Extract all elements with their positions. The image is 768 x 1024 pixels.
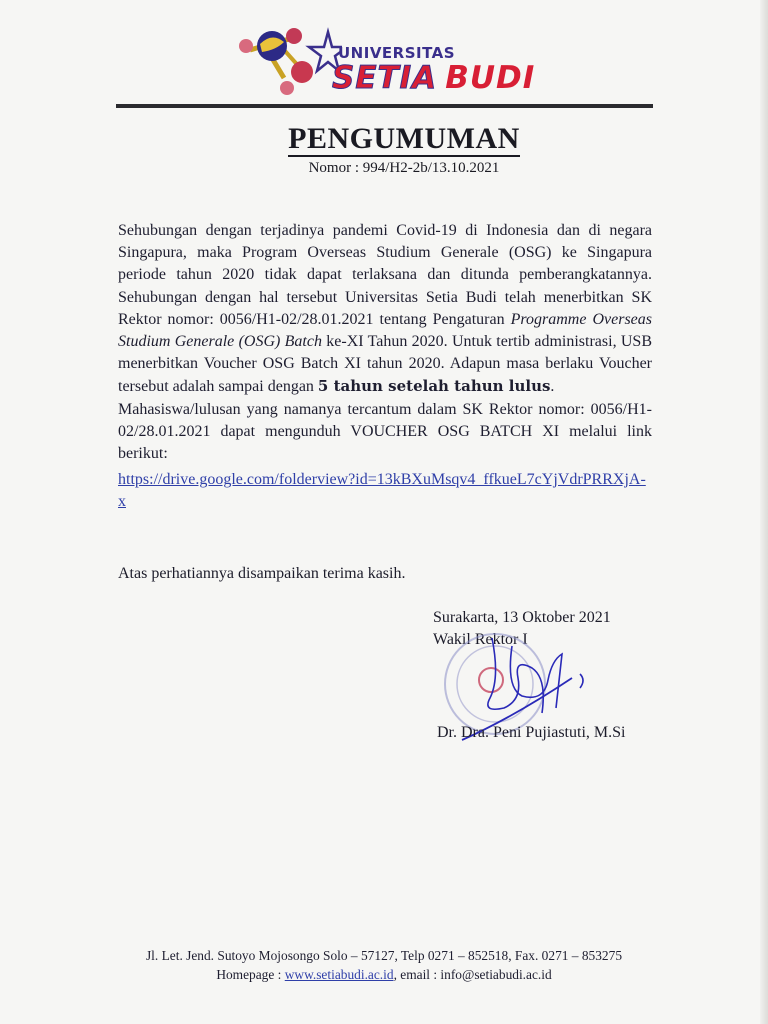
header-divider — [116, 104, 653, 108]
voucher-download-link[interactable]: https://drive.google.com/folderview?id=13kBXuMsqv4_ffkueL7cYjVdrPRRXjA-x — [118, 471, 646, 511]
paragraph-1-part-a: Sehubungan dengan terjadinya pandemi Covid-19 di Indonesia dan di negara Singapura, maka Program Overseas Studium Generale (OSG) ke Singapura periode tahun 2020 tidak dapat terlaksana dan ditunda pemberangkatannya. Sehubungan dengan hal tersebut Universitas Setia Budi telah menerbitkan SK Rektor nomor: 0056/H1-02/28.01.2021 tentang Pengaturan — [118, 222, 652, 328]
logo-text-setia-budi — [332, 60, 535, 96]
signer-name: Dr. Dra. Peni Pujiastuti, M.Si — [437, 724, 626, 741]
document-title-text: PENGUMUMAN — [288, 122, 520, 155]
homepage-label: Homepage : — [216, 967, 285, 982]
paragraph-1 — [118, 220, 652, 399]
university-logo — [232, 20, 562, 104]
footer-address: Jl. Let. Jend. Sutoyo Mojosongo Solo – 57127, Telp 0271 – 852518, Fax. 0271 – 853275 — [145, 948, 623, 963]
logo-text-universitas: UNIVERSITAS — [338, 44, 456, 62]
footer-contact — [0, 965, 768, 984]
document-number: Nomor : 994/H2-2b/13.10.2021 — [308, 160, 500, 176]
closing-remark: Atas perhatiannya disampaikan terima kasih. — [118, 565, 406, 582]
molecule-logo-icon — [232, 20, 342, 104]
scan-edge-shadow — [760, 0, 768, 1024]
footer-email: , email : info@setiabudi.ac.id — [393, 967, 552, 982]
validity-period: 5 tahun setelah tahun lulus — [317, 377, 551, 396]
logo-text-setia: SETIA — [332, 60, 438, 96]
paragraph-1-part-b: ke-XI Tahun 2020. Untuk tertib administrasi, USB menerbitkan Voucher OSG Batch XI tahun 2020. Adapun masa berlaku Voucher tersebut adalah sampai dengan — [118, 333, 652, 396]
document-title — [0, 122, 768, 156]
logo-text-budi: BUDI — [445, 60, 536, 96]
announcement-body — [118, 220, 652, 514]
paragraph-1-part-c: . — [550, 378, 555, 396]
paragraph-2: Mahasiswa/lulusan yang namanya tercantum dalam SK Rektor nomor: 0056/H1-02/28.01.2021 dapat mengunduh VOUCHER OSG BATCH XI melalui link berikut: — [118, 400, 652, 463]
footer — [0, 946, 768, 984]
homepage-link[interactable]: www.setiabudi.ac.id — [284, 967, 394, 982]
place-date: Surakarta, 13 Oktober 2021 — [433, 609, 611, 626]
signer-position: Wakil Rektor I — [433, 631, 528, 648]
paragraph-1-italic: Programme Overseas Studium Generale (OSG) Batch — [118, 310, 652, 351]
